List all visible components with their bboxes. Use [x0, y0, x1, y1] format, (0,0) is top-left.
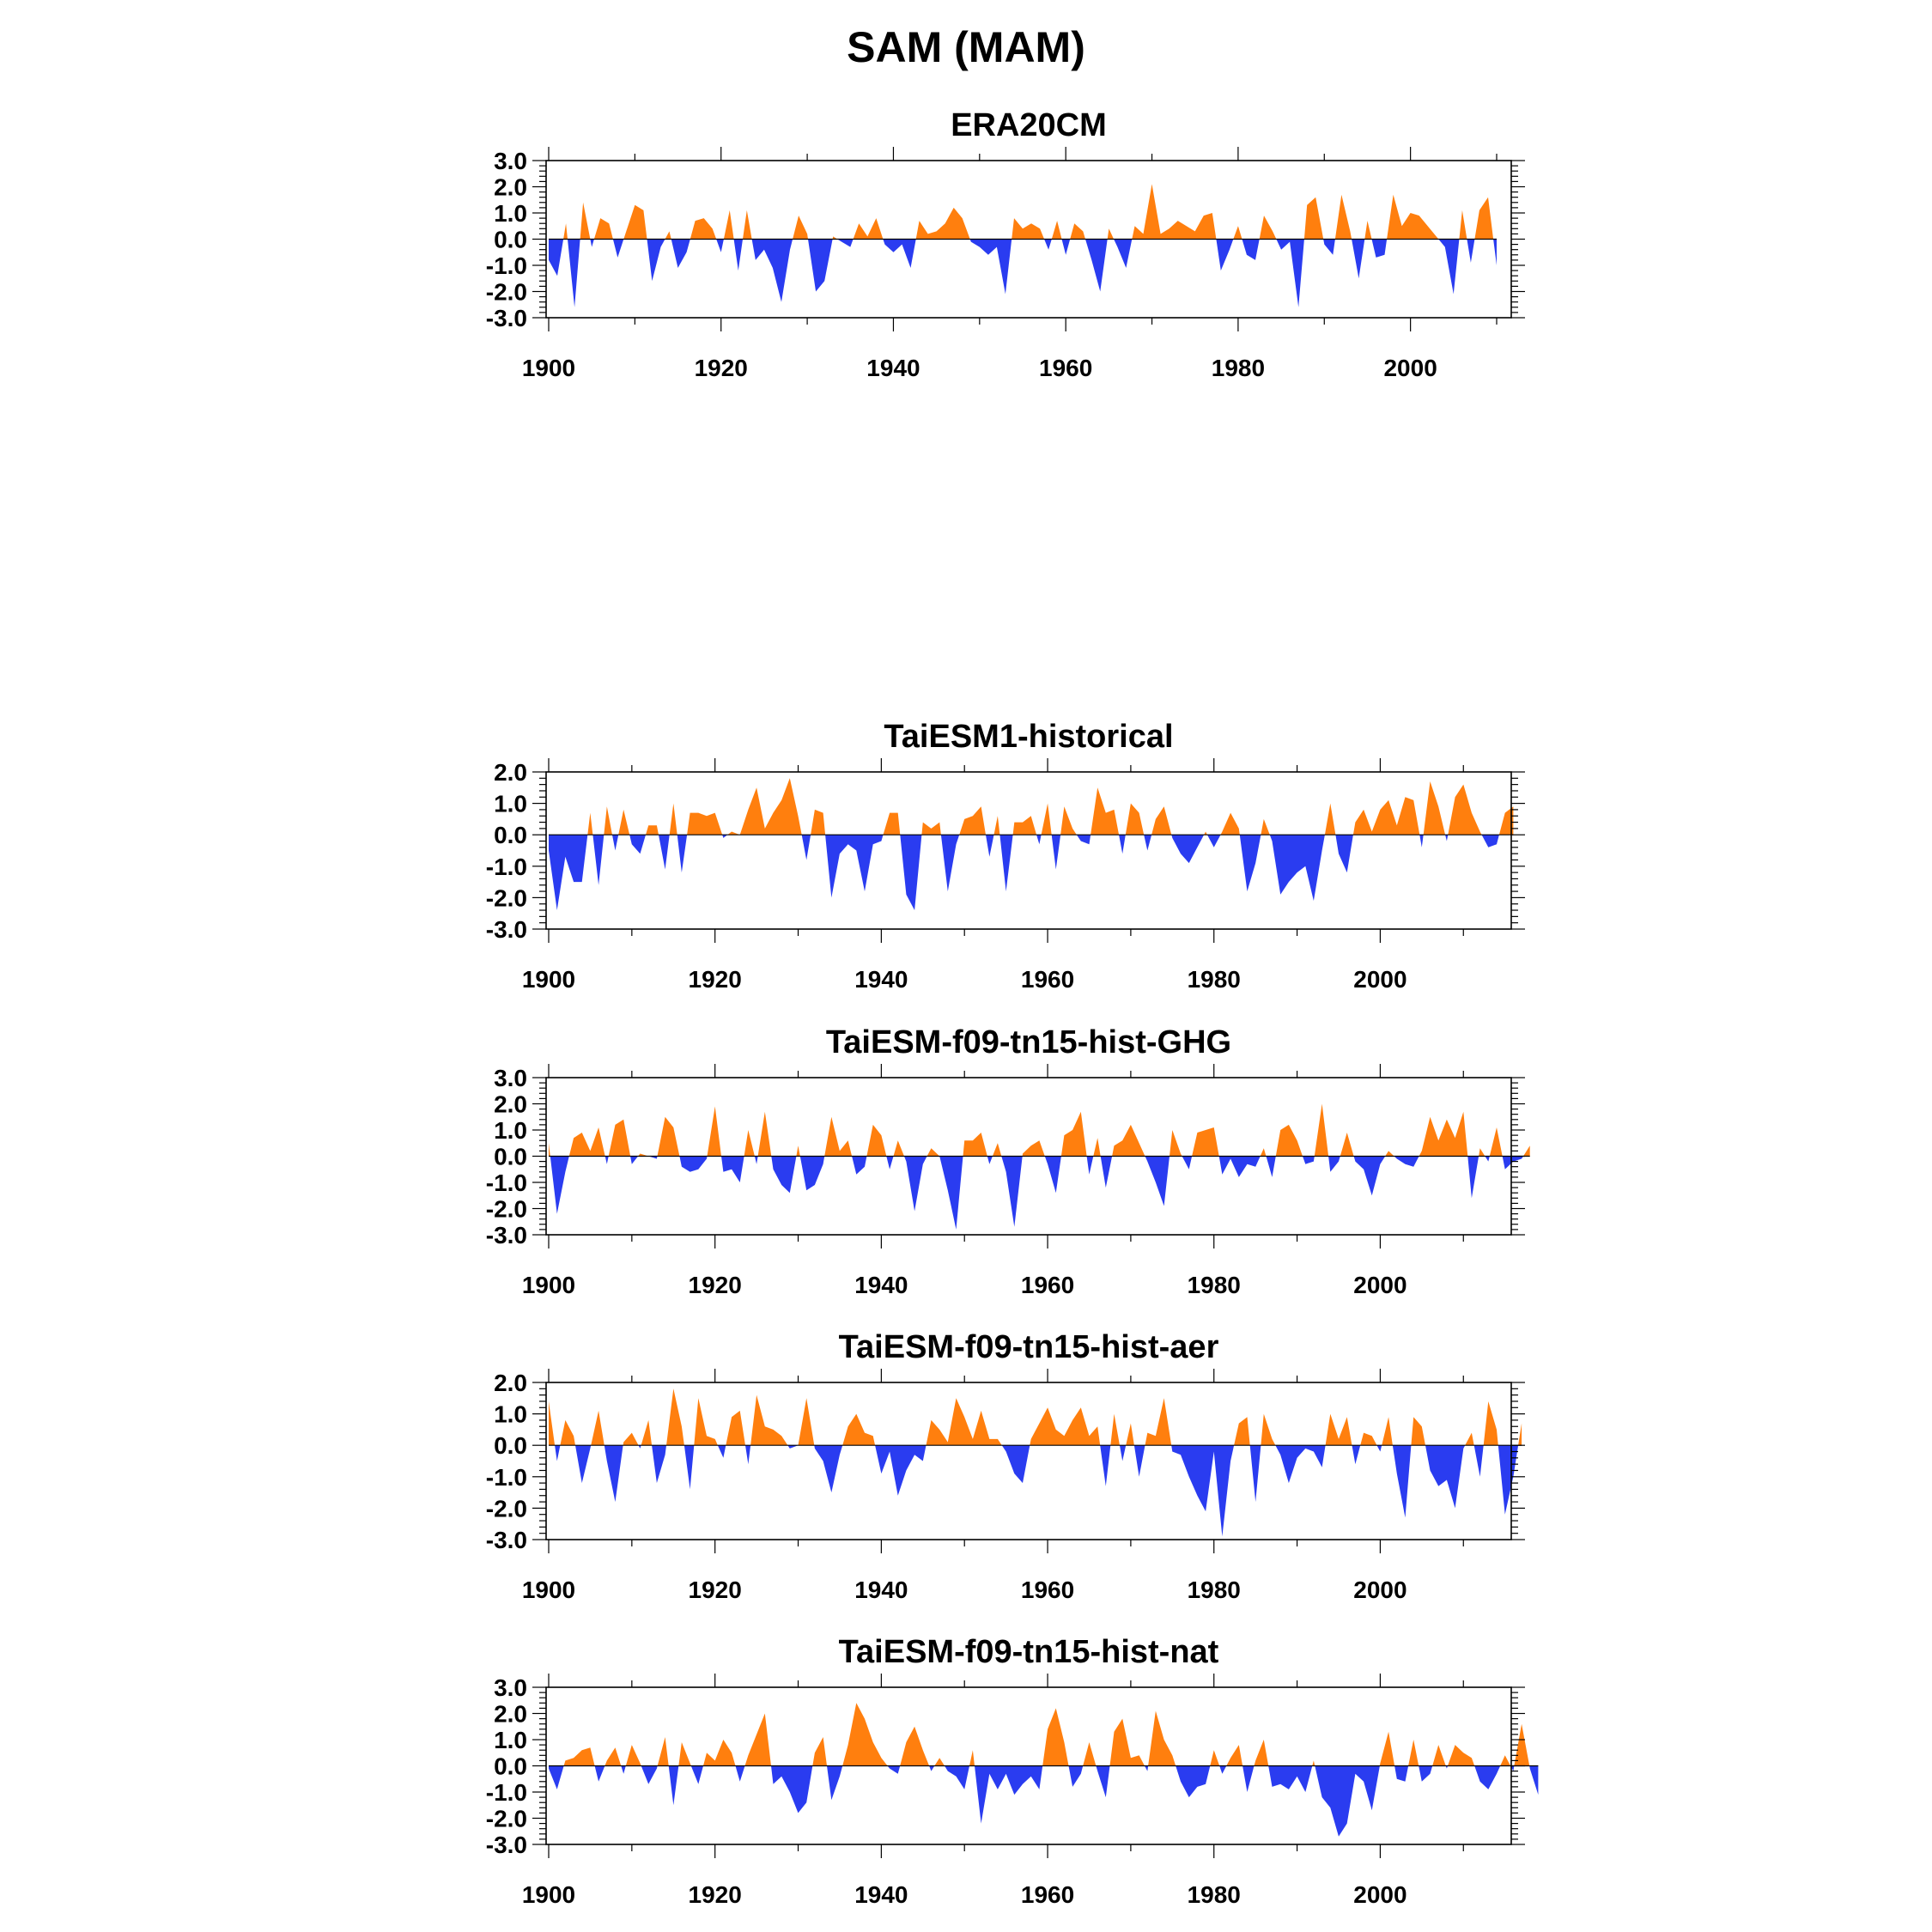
x-tick-label: 1920	[688, 1881, 742, 1908]
x-tick-label: 2000	[1353, 966, 1407, 993]
x-tick-label: 1980	[1211, 355, 1266, 381]
x-tick-label: 2000	[1353, 1272, 1407, 1298]
x-tick-label: 1940	[854, 1577, 908, 1603]
y-tick-label: -3.0	[485, 1527, 527, 1553]
y-tick-label: -2.0	[485, 1805, 527, 1832]
x-tick-label: 1920	[688, 966, 742, 993]
panel-title: ERA20CM	[951, 107, 1107, 143]
y-tick-label: -1.0	[485, 1779, 527, 1806]
positive-area	[549, 1388, 1522, 1445]
y-tick-label: -2.0	[485, 884, 527, 912]
y-tick-label: 0.0	[494, 1143, 527, 1170]
y-tick-label: 3.0	[494, 148, 527, 174]
x-tick-label: 1980	[1187, 1577, 1241, 1603]
x-tick-label: 1900	[521, 1881, 576, 1908]
y-tick-label: 0.0	[494, 1432, 527, 1460]
y-tick-label: 1.0	[494, 1727, 527, 1753]
panel-hist-ghg	[486, 1024, 1531, 1298]
plot-frame	[546, 772, 1511, 929]
y-tick-label: 1.0	[494, 790, 527, 817]
negative-area	[549, 1766, 1538, 1837]
y-tick-label: 3.0	[494, 1674, 527, 1701]
x-tick-label: 1920	[694, 355, 748, 381]
data-point	[1537, 1794, 1539, 1795]
panel-title: TaiESM1-historical	[884, 719, 1174, 755]
x-tick-label: 1920	[688, 1577, 742, 1603]
panel-era20cm	[486, 107, 1525, 381]
y-tick-label: 3.0	[494, 1065, 527, 1091]
y-tick-label: 1.0	[494, 200, 527, 227]
negative-area	[550, 1157, 1523, 1230]
y-tick-label: -2.0	[485, 1195, 527, 1223]
y-tick-label: 0.0	[494, 822, 527, 849]
x-tick-label: 1980	[1187, 1272, 1241, 1298]
x-tick-label: 1900	[521, 1577, 576, 1603]
positive-area	[563, 184, 1493, 239]
y-tick-label: -1.0	[485, 1170, 527, 1196]
x-tick-label: 1960	[1039, 355, 1093, 381]
y-tick-label: 0.0	[494, 1753, 527, 1780]
panel-title: TaiESM-f09-tn15-hist-GHG	[825, 1024, 1232, 1060]
figure-title: SAM (MAM)	[847, 23, 1085, 71]
x-tick-label: 1940	[854, 966, 908, 993]
positive-area	[587, 778, 1513, 835]
panel-hist-nat	[486, 1634, 1540, 1908]
panel-title: TaiESM-f09-tn15-hist-aer	[838, 1329, 1219, 1365]
x-tick-label: 1900	[521, 355, 576, 381]
y-tick-label: -3.0	[485, 305, 527, 331]
positive-area	[549, 1104, 1530, 1157]
panel-taiesm1-historical	[486, 719, 1525, 993]
y-tick-label: -3.0	[485, 1222, 527, 1249]
x-tick-label: 1980	[1187, 1881, 1241, 1908]
x-tick-label: 1960	[1020, 1881, 1075, 1908]
y-tick-label: 1.0	[494, 1400, 527, 1428]
x-tick-label: 2000	[1353, 1881, 1407, 1908]
y-tick-label: -3.0	[485, 916, 527, 943]
y-tick-label: 2.0	[494, 1370, 527, 1396]
negative-area	[549, 835, 1499, 910]
x-tick-label: 1980	[1187, 966, 1241, 993]
y-tick-label: 2.0	[494, 173, 527, 201]
x-tick-label: 1960	[1020, 1272, 1075, 1298]
y-tick-label: -3.0	[485, 1832, 527, 1858]
x-tick-label: 2000	[1383, 355, 1437, 381]
x-tick-label: 1940	[854, 1881, 908, 1908]
x-tick-label: 2000	[1353, 1577, 1407, 1603]
x-tick-label: 1900	[521, 966, 576, 993]
positive-area	[564, 1703, 1530, 1765]
negative-area	[555, 1445, 1518, 1536]
x-tick-label: 1920	[688, 1272, 742, 1298]
x-tick-label: 1940	[854, 1272, 908, 1298]
y-tick-label: 2.0	[494, 759, 527, 786]
y-tick-label: 2.0	[494, 1091, 527, 1118]
data-point	[1521, 1422, 1522, 1424]
x-tick-label: 1900	[521, 1272, 576, 1298]
y-tick-label: -1.0	[485, 853, 527, 880]
y-tick-label: -1.0	[485, 1463, 527, 1491]
negative-area	[549, 240, 1497, 307]
y-tick-label: -2.0	[485, 1495, 527, 1522]
y-tick-label: -1.0	[485, 252, 527, 279]
y-tick-label: 0.0	[494, 226, 527, 253]
x-tick-label: 1940	[866, 355, 920, 381]
y-tick-label: 1.0	[494, 1117, 527, 1144]
panel-hist-aer	[486, 1329, 1525, 1603]
x-tick-label: 1960	[1020, 1577, 1075, 1603]
x-tick-label: 1960	[1020, 966, 1075, 993]
panel-title: TaiESM-f09-tn15-hist-nat	[838, 1634, 1219, 1670]
y-tick-label: 2.0	[494, 1700, 527, 1728]
y-tick-label: -2.0	[485, 278, 527, 306]
